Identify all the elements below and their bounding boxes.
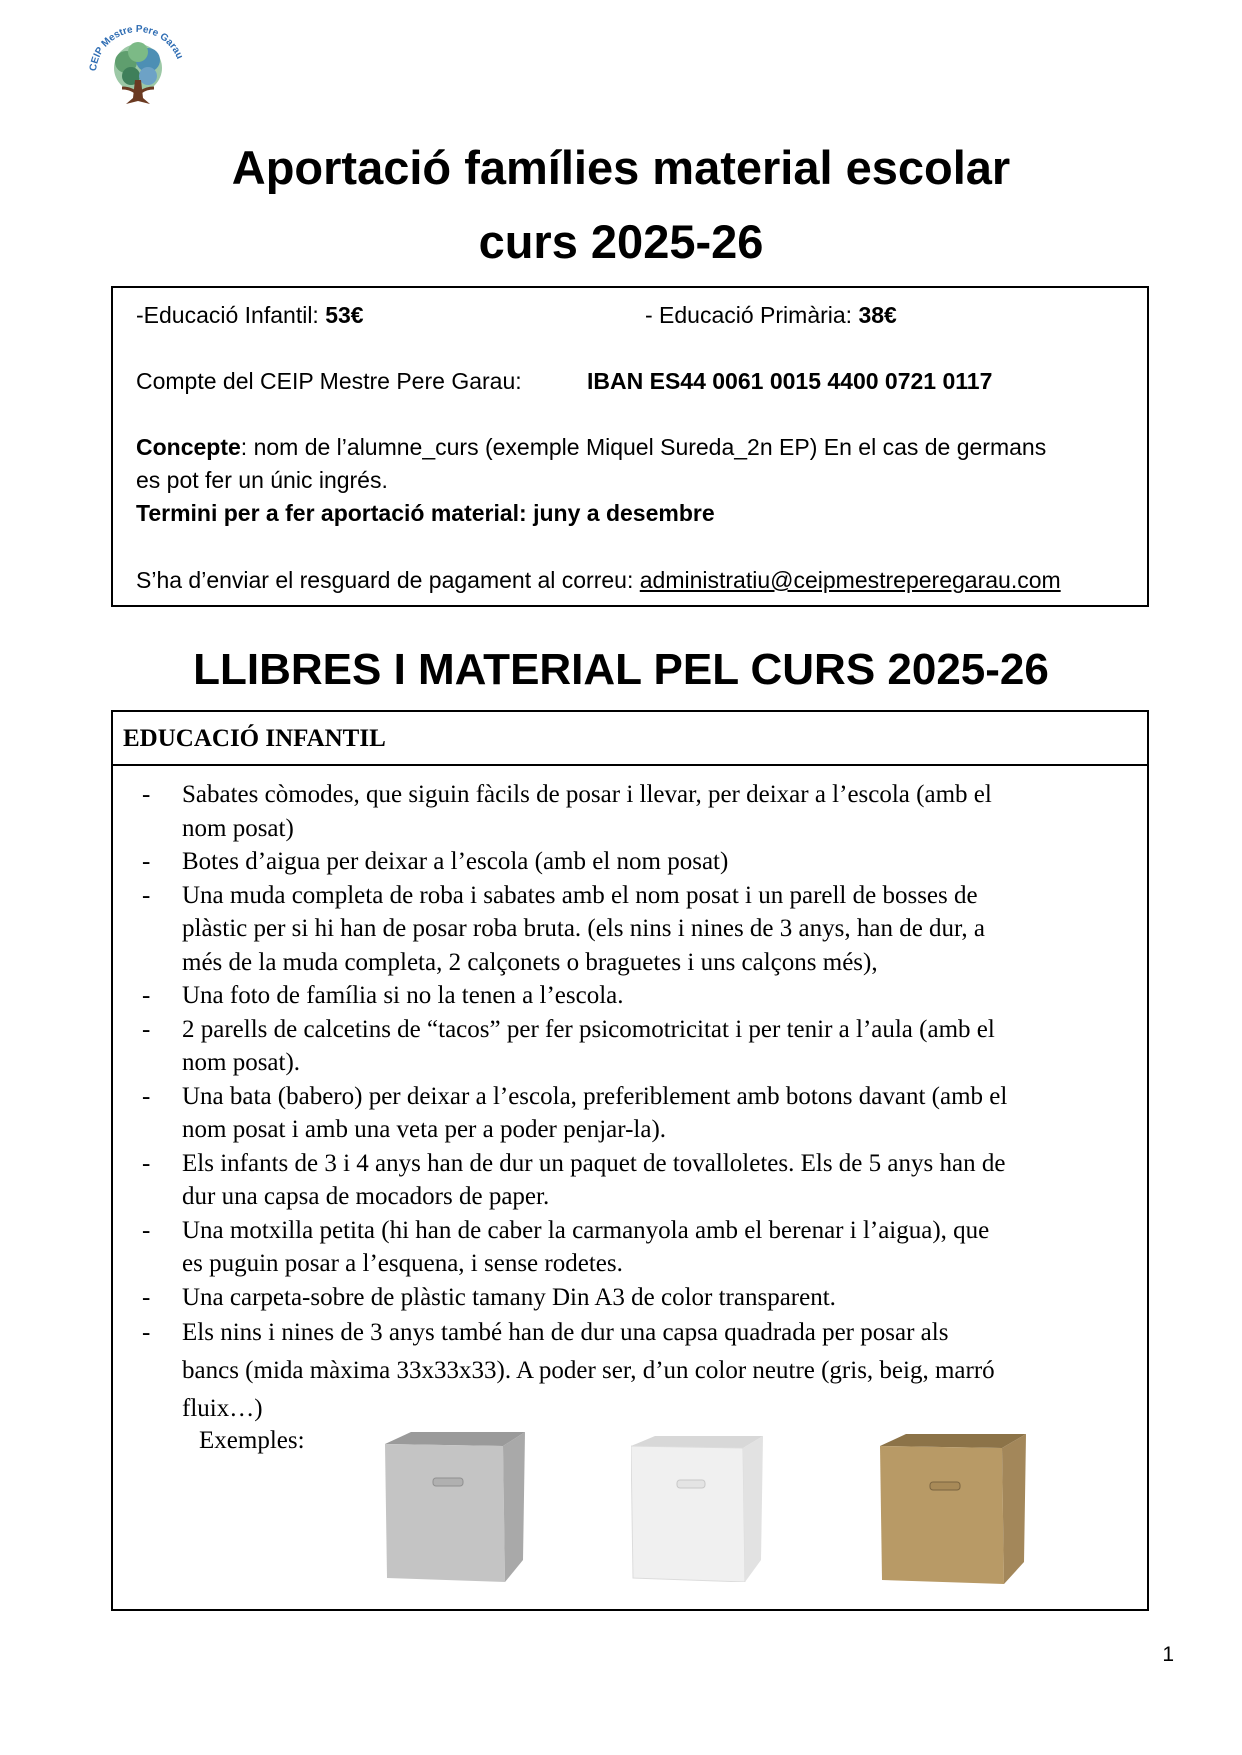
- list-item-line: nom posat i amb una veta per a poder penjar-la).: [182, 1116, 667, 1143]
- section-title: LLIBRES I MATERIAL PEL CURS 2025-26: [193, 645, 1049, 694]
- page-number: 1: [1162, 1643, 1174, 1666]
- account-label: Compte del CEIP Mestre Pere Garau:: [136, 368, 522, 394]
- deadline: Termini per a fer aportació material: juny a desembre: [136, 500, 715, 526]
- primaria-fee: - Educació Primària: 38€: [645, 302, 897, 328]
- list-item: [113, 979, 1147, 1013]
- bullet-dash: -: [142, 1082, 151, 1110]
- receipt-line: S’ha d’enviar el resguard de pagament al correu: administratiu@ceipmestreperegarau.com: [136, 567, 1061, 593]
- school-logo: [86, 18, 190, 112]
- list-item-line: bancs (mida màxima 33x33x33). A poder ser, d’un color neutre (gris, beig, marró: [182, 1357, 995, 1384]
- list-item-line: més de la muda completa, 2 calçonets o braguetes i uns calçons més),: [182, 948, 878, 976]
- infantil-fee: -Educació Infantil: 53€: [136, 302, 364, 328]
- infantil-box: [111, 710, 1149, 1611]
- list-item-line: fluix…): [182, 1395, 263, 1422]
- iban: IBAN ES44 0061 0015 4400 0721 0117: [587, 368, 993, 394]
- list-item-line: Una carpeta-sobre de plàstic tamany Din A3 de color transparent.: [182, 1283, 836, 1311]
- list-item-line: 2 parells de calcetins de “tacos” per fer psicomotricitat i per tenir a l’aula (amb el: [182, 1015, 995, 1043]
- bullet-dash: -: [142, 781, 151, 808]
- bullet-dash: -: [142, 1283, 151, 1311]
- page-subtitle: curs 2025-26: [478, 215, 764, 268]
- list-item: [113, 1214, 1147, 1281]
- bullet-dash: -: [142, 982, 151, 1009]
- bullet-dash: -: [142, 881, 151, 909]
- tree-icon: [114, 42, 162, 104]
- list-item-line: Una muda completa de roba i sabates amb el nom posat i un parell de bosses de: [182, 881, 978, 909]
- list-item-line: plàstic per si hi han de posar roba bruta. (els nins i nines de 3 anys, han de dur, a: [182, 915, 985, 942]
- page-title: Aportació famílies material escolar: [231, 141, 1011, 194]
- list-item-line: Els nins i nines de 3 anys també han de dur una capsa quadrada per posar als: [182, 1319, 949, 1346]
- infantil-heading: EDUCACIÓ INFANTIL: [113, 712, 1147, 766]
- list-item: [113, 1080, 1147, 1147]
- list-item-line: Una motxilla petita (hi han de caber la carmanyola amb el berenar i l’aigua), que: [182, 1216, 990, 1244]
- list-item: [113, 879, 1147, 980]
- list-item: [113, 1314, 1147, 1428]
- list-item: [113, 1281, 1147, 1315]
- bullet-dash: -: [142, 1319, 151, 1346]
- list-item-line: Sabates còmodes, que siguin fàcils de posar i llevar, per deixar a l’escola (amb el: [182, 781, 992, 808]
- contribution-box: [111, 286, 1149, 607]
- bullet-dash: -: [142, 848, 151, 875]
- email-link[interactable]: administratiu@ceipmestreperegarau.com: [639, 567, 1061, 593]
- list-item-line: nom posat): [182, 814, 294, 842]
- beige-storage-box: [880, 1434, 1026, 1584]
- bullet-dash: -: [142, 1216, 151, 1244]
- grey-storage-box: [385, 1432, 525, 1582]
- concept-line: Concepte: nom de l’alumne_curs (exemple Miquel Sureda_2n EP) En el cas de germans: [136, 434, 1047, 460]
- list-item-line: es puguin posar a l’esquena, i sense rodetes.: [182, 1250, 623, 1277]
- white-storage-box: [631, 1436, 763, 1582]
- list-item-line: Una bata (babero) per deixar a l’escola, preferiblement amb botons davant (amb el: [182, 1082, 1008, 1110]
- logo-ring-text: CEIP Mestre Pere Garau: [88, 23, 185, 72]
- list-item: [113, 1147, 1147, 1214]
- list-item: [113, 845, 1147, 879]
- list-item-line: nom posat).: [182, 1049, 301, 1076]
- examples-label: Exemples:: [199, 1427, 305, 1454]
- list-item: [113, 778, 1147, 845]
- material-list: [113, 778, 1147, 1428]
- list-item-line: Botes d’aigua per deixar a l’escola (amb el nom posat): [182, 848, 729, 875]
- list-item-line: Una foto de família si no la tenen a l’escola.: [182, 982, 624, 1009]
- concept-line-2: es pot fer un únic ingrés.: [136, 467, 388, 493]
- bullet-dash: -: [142, 1015, 151, 1043]
- list-item-line: Els infants de 3 i 4 anys han de dur un paquet de tovalloletes. Els de 5 anys han de: [182, 1149, 1006, 1177]
- list-item: [113, 1013, 1147, 1080]
- list-item-line: dur una capsa de mocadors de paper.: [182, 1183, 550, 1210]
- bullet-dash: -: [142, 1149, 151, 1177]
